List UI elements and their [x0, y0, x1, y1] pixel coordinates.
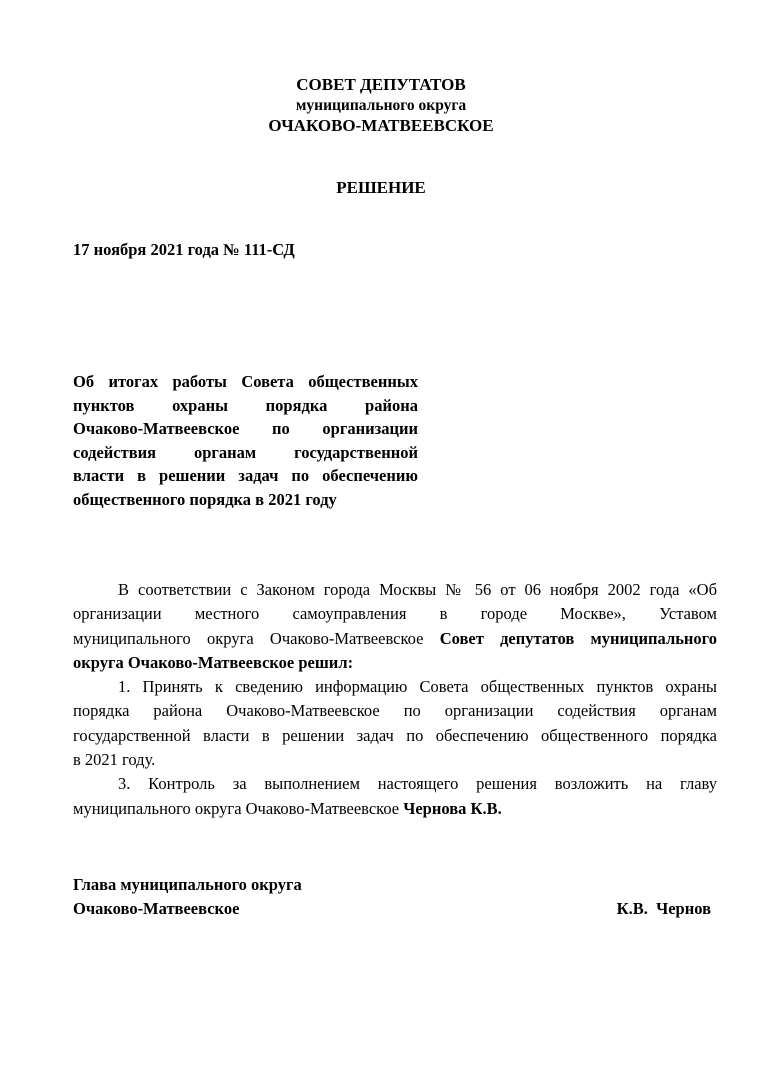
- preamble-bold-text: Совет депутатов муниципального: [439, 628, 718, 648]
- preamble-line: организации местного самоуправления в городе Москве», Уставом: [73, 604, 717, 624]
- org-title-line3: ОЧАКОВО-МАТВЕЕВСКОЕ: [268, 116, 494, 135]
- preamble-line: округа Очаково-Матвеевское решил:: [73, 652, 354, 672]
- item1-line: государственной власти в решении задач по обеспечению общественного порядка: [73, 725, 717, 745]
- signature-block: [73, 873, 717, 921]
- subject-line: общественного порядка в 2021 году: [73, 489, 337, 509]
- signature-row: [73, 897, 717, 921]
- item3-line: 3. Контроль за выполнением настоящего решения возложить на главу: [118, 774, 717, 794]
- subject-line: пунктов охраны порядка района: [73, 395, 418, 415]
- subject-line: Очаково-Матвеевское по организации: [73, 419, 418, 438]
- date-and-number: 17 ноября 2021 года № 111-СД: [73, 240, 295, 259]
- decision-subject: [73, 370, 418, 511]
- subject-line: содействия органам государственной: [73, 442, 418, 462]
- preamble-line: [73, 627, 717, 651]
- subject-line: Об итогах работы Совета общественных: [73, 372, 418, 391]
- item3-bold-text: Чернова К.В.: [403, 798, 502, 818]
- org-title-line1: СОВЕТ ДЕПУТАТОВ: [296, 75, 466, 94]
- item1-line: 1. Принять к сведению информацию Совета общественных пунктов охраны: [118, 677, 717, 697]
- item1-line: в 2021 году.: [73, 750, 156, 770]
- org-title-line2: муниципального округа: [295, 97, 467, 114]
- signatory-name: К.В. Чернов: [616, 899, 711, 918]
- item1-line: порядка района Очаково-Матвеевское по организации содействия органам: [73, 701, 717, 721]
- document-type-heading: РЕШЕНИЕ: [336, 178, 426, 197]
- item3-text: муниципального округа Очаково-Матвеевское: [73, 798, 400, 818]
- decision-body: [73, 578, 717, 821]
- signature-title-line1: Глава муниципального округа: [73, 875, 302, 894]
- preamble-line: В соответствии с Законом города Москвы № 56 от 06 ноября 2002 года «Об: [118, 580, 717, 599]
- subject-line: власти в решении задач по обеспечению: [73, 466, 418, 485]
- preamble-text: муниципального округа Очаково-Матвеевское: [73, 628, 424, 648]
- item3-line: [73, 797, 717, 821]
- signature-title-line2: Очаково-Матвеевское: [73, 899, 240, 918]
